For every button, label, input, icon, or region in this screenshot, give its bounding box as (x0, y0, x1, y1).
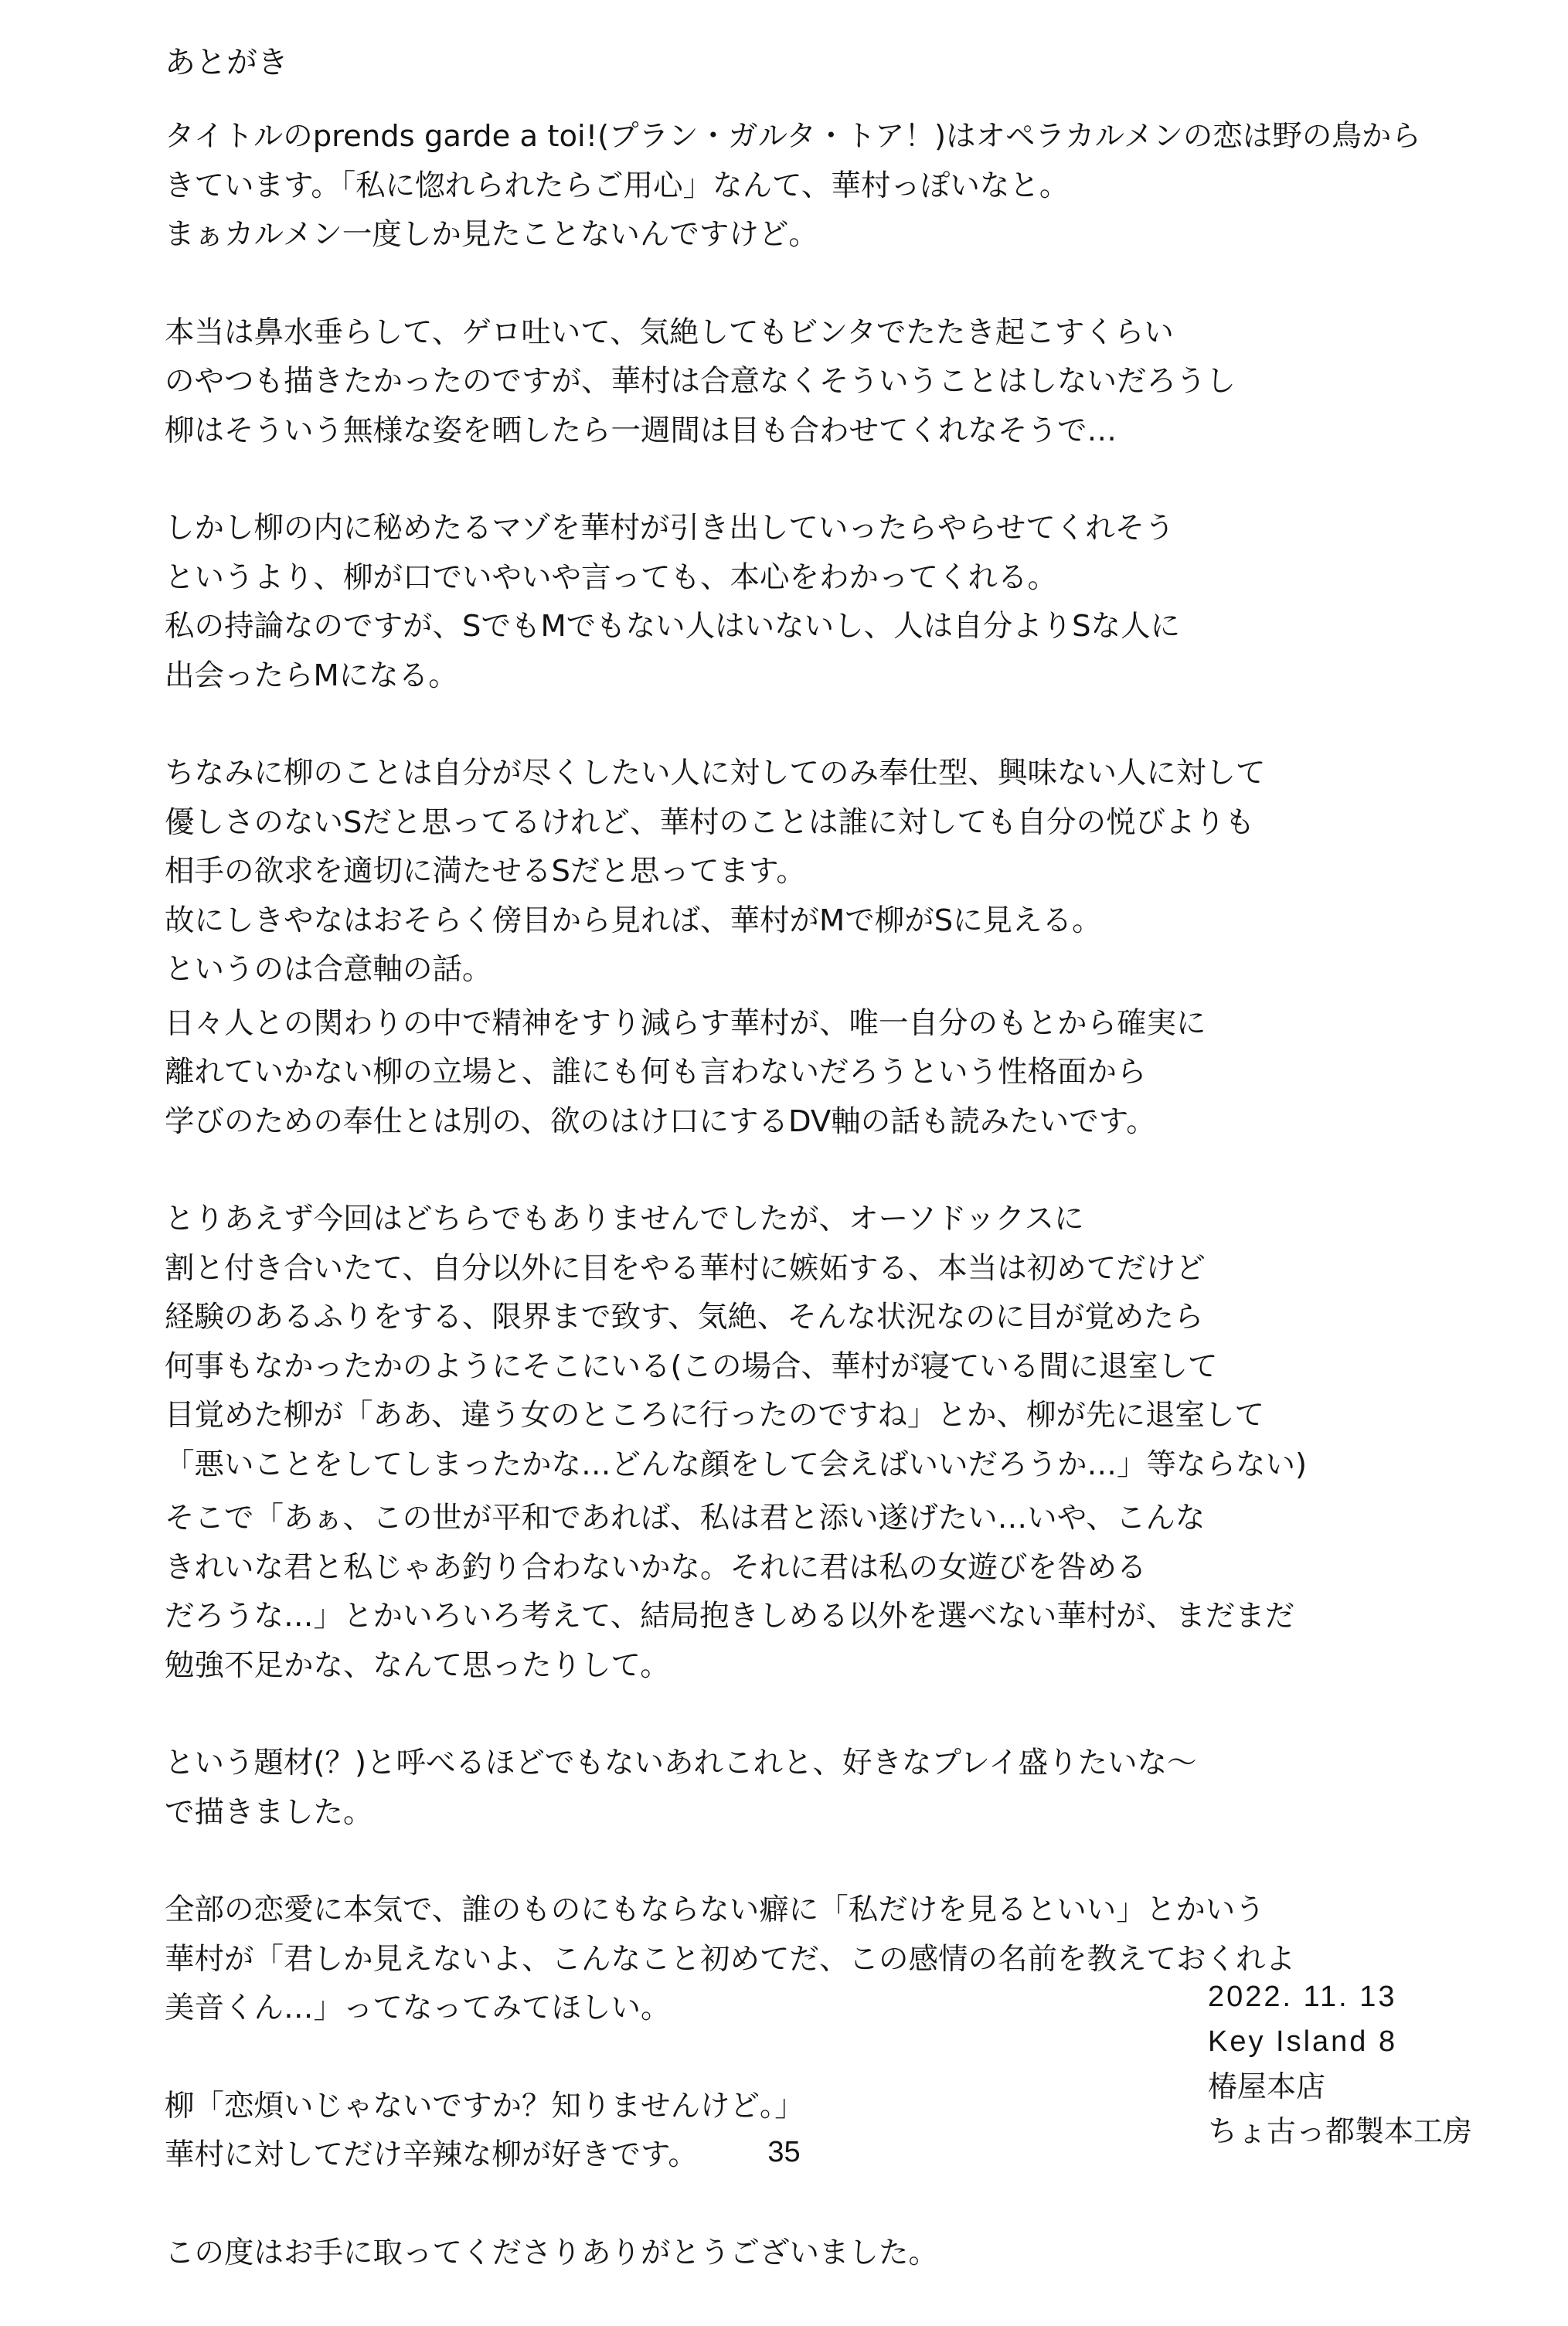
text-line: 本当は鼻水垂らして、ゲロ吐いて、気絶してもビンタでたたき起こすくらい (165, 315, 1174, 350)
paragraph (165, 2229, 1548, 2278)
text-line: この度はお手に取ってくださりありがとうございました。 (165, 2235, 939, 2270)
text-line: まぁカルメン一度しか見たことないんですけど。 (165, 217, 818, 252)
text-line: きています。「私に惚れられたらご用心」なんて、華村っぽいなと。 (165, 168, 1070, 203)
text-line: 私の持論なのですが、SでもMでもない人はいないし、人は自分よりSな人に (165, 609, 1181, 644)
paragraph (165, 999, 1548, 1147)
paragraph (165, 1494, 1548, 1690)
text-line: 割と付き合いたて、自分以外に目をやる華村に嫉妬する、本当は初めてだけど (165, 1250, 1206, 1286)
paragraph (165, 749, 1548, 995)
paragraph (165, 504, 1548, 700)
paragraph (165, 1739, 1548, 1837)
text-line: 出会ったらMになる。 (165, 658, 458, 693)
text-line: 離れていかない柳の立場と、誰にも何も言わないだろうという性格面から (165, 1055, 1147, 1090)
paragraph (165, 112, 1548, 260)
text-line: 柳「恋煩いじゃないですか？知りませんけど。」 (165, 2088, 804, 2124)
text-line: きれいな君と私じゃあ釣り合わないかな。それに君は私の女遊びを咎める (165, 1549, 1147, 1585)
text-line: 美音くん…」ってなってみてほしい。 (165, 1991, 671, 2025)
signature-circle: 椿屋本店 (1208, 2069, 1326, 2103)
text-line: 「悪いことをしてしまったかな…どんな顔をして会えばいいだろうか…」等ならない) (165, 1447, 1308, 1482)
text-line: 華村が「君しか見えないよ、こんなこと初めてだ、この感情の名前を教えておくれよ (165, 1941, 1296, 1977)
signature-date: 2022. 11. 13 (1208, 1981, 1397, 2013)
text-line: で描きました。 (165, 1794, 373, 1830)
signature-block (1208, 1974, 1472, 2154)
text-line: 経験のあるふりをする、限界まで致す、気絶、そんな状況なのに目が覚めたら (165, 1300, 1204, 1335)
text-line: しかし柳の内に秘めたるマゾを華村が引き出していったらやらせてくれそう (165, 511, 1175, 546)
paragraph (165, 1195, 1548, 1489)
text-line: 学びのための奉仕とは別の、欲のはけ口にするDV軸の話も読みたいです。 (165, 1103, 1156, 1139)
paragraph (165, 308, 1548, 456)
text-line: 全部の恋愛に本気で、誰のものにもならない癖に「私だけを見るといい」とかいう (165, 1892, 1265, 1927)
text-line: だろうな…」とかいろいろ考えて、結局抱きしめる以外を選べない華村が、まだまだ (165, 1599, 1295, 1634)
text-line: というより、柳が口でいやいや言っても、本心をわかってくれる。 (165, 559, 1058, 595)
text-line: とりあえず今回はどちらでもありませんでしたが、オーソドックスに (165, 1202, 1084, 1236)
text-line: 勉強不足かな、なんて思ったりして。 (165, 1648, 670, 1683)
text-line: ちなみに柳のことは自分が尽くしたい人に対してのみ奉仕型、興味ない人に対して (165, 756, 1266, 791)
text-line: 柳はそういう無様な姿を晒したら一週間は目も合わせてくれなそうで… (165, 413, 1117, 448)
text-line: 華村に対してだけ辛辣な柳が好きです。 (165, 2137, 698, 2172)
page-heading: あとがき (165, 45, 288, 80)
text-line: 相手の欲求を適切に満たせるSだと思ってます。 (165, 854, 806, 889)
text-line: 何事もなかったかのようにそこにいる(この場合、華村が寝ている間に退室して (165, 1348, 1218, 1384)
text-line: そこで「あぁ、この世が平和であれば、私は君と添い遂げたい…いや、こんな (165, 1501, 1206, 1535)
text-line: 日々人との関わりの中で精神をすり減らす華村が、唯一自分のもとから確実に (165, 1005, 1206, 1041)
signature-event: Key Island 8 (1208, 2025, 1398, 2058)
text-line: 目覚めた柳が「ああ、違う女のところに行ったのですね」とか、柳が先に退室して (165, 1398, 1264, 1433)
text-line: 優しさのないSだと思ってるけれど、華村のことは誰に対しても自分の悦びよりも (165, 804, 1255, 840)
text-line: のやつも描きたかったのですが、華村は合意なくそういうことはしないだろうし (165, 364, 1236, 399)
text-line: タイトルのprends garde a toi!(プラン・ガルタ・トア！)はオペラカルメンの恋は野の鳥から (165, 119, 1421, 154)
signature-printer: ちょ古っ都製本工房 (1208, 2114, 1473, 2148)
text-line: というのは合意軸の話。 (165, 952, 492, 987)
page-number: 35 (767, 2136, 801, 2168)
text-line: 故にしきやなはおそらく傍目から見れば、華村がMで柳がSに見える。 (165, 903, 1102, 938)
text-line: という題材(？)と呼べるほどでもないあれこれと、好きなプレイ盛りたいな～ (165, 1746, 1197, 1780)
